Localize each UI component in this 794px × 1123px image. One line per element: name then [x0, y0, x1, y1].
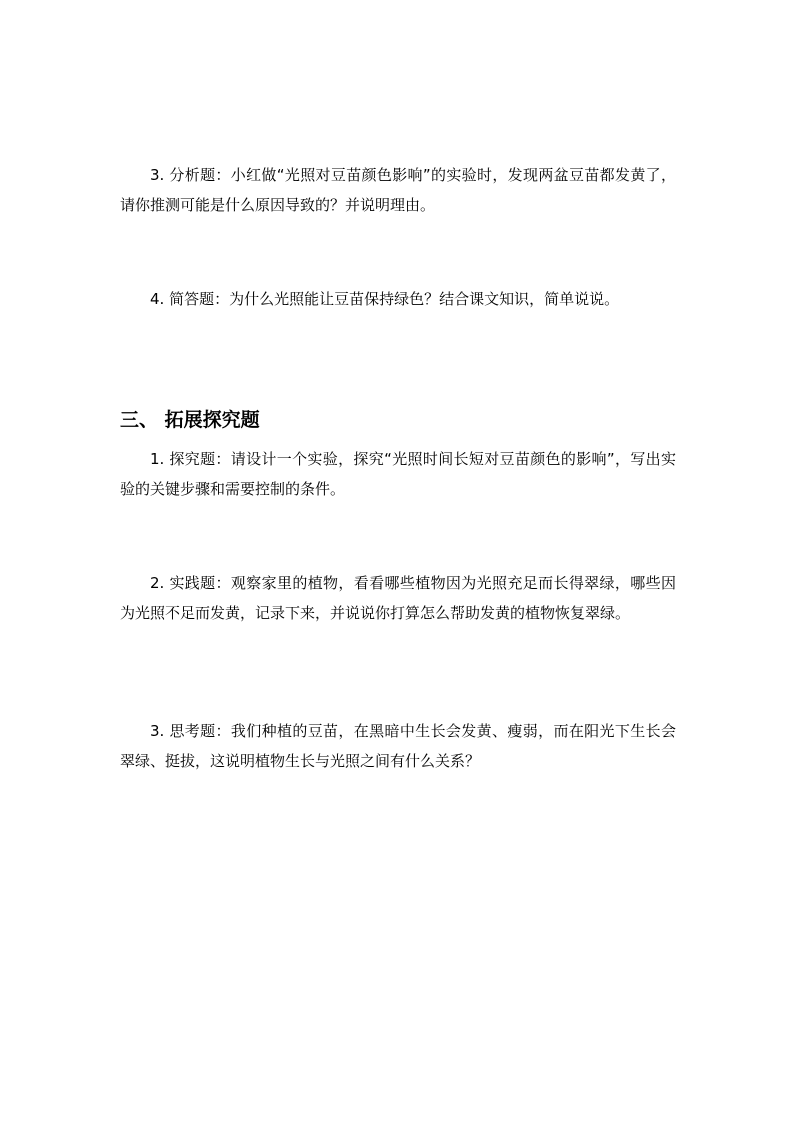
question-think-3: 3. 思考题：我们种植的豆苗，在黑暗中生长会发黄、瘦弱，而在阳光下生长会翠绿、挺拔，这说明植物生长与光照之间有什么关系？: [120, 722, 676, 770]
question-practice-2: 2. 实践题：观察家里的植物，看看哪些植物因为光照充足而长得翠绿，哪些因为光照不足而发黄，记录下来，并说说你打算怎么帮助发黄的植物恢复翠绿。: [120, 574, 676, 622]
question-short-answer-4: 4. 简答题：为什么光照能让豆苗保持绿色？结合课文知识，简单说说。: [150, 290, 620, 308]
section-heading-extension: 三、 拓展探究题: [120, 409, 260, 431]
question-explore-1: 1. 探究题：请设计一个实验，探究“光照时间长短对豆苗颜色的影响”，写出实验的关键步骤和需要控制的条件。: [120, 450, 676, 498]
question-analysis-3: 3. 分析题：小红做“光照对豆苗颜色影响”的实验时，发现两盆豆苗都发黄了，请你推测可能是什么原因导致的？并说明理由。: [120, 166, 676, 214]
